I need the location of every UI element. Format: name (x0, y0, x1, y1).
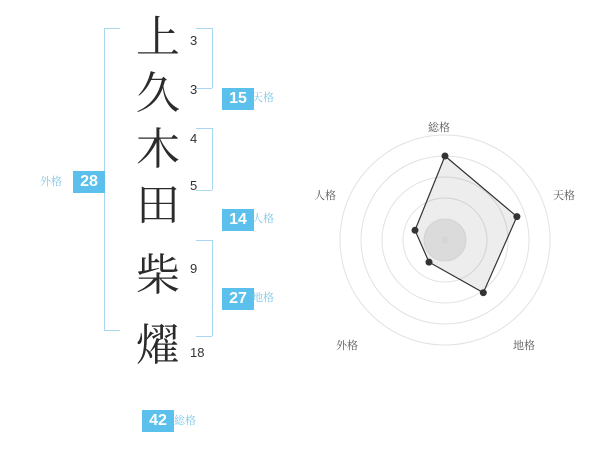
stroke-count: 3 (190, 33, 198, 48)
bracket-chikaku-vertical (212, 240, 213, 336)
bracket-outer-bottom (104, 330, 120, 331)
kanji-char: 久 (136, 68, 180, 119)
kanji-char: 木 (136, 124, 180, 175)
bracket-chikaku-top (196, 240, 212, 241)
radar-axis-label-jinkaku: 人格 (314, 189, 336, 202)
radar-chart-panel (310, 0, 600, 470)
stroke-count: 3 (190, 82, 198, 97)
stroke-count: 18 (190, 345, 205, 360)
radar-axis-label-tenkaku: 天格 (553, 189, 575, 202)
radar-axis-label-chikaku: 地格 (513, 339, 535, 352)
bracket-outer-top (104, 28, 120, 29)
radar-axis-label-gaikaku: 外格 (336, 339, 358, 352)
badge-gaikaku-value: 28 (73, 171, 105, 193)
badge-gaikaku-label: 外格 (40, 175, 62, 188)
bracket-tenkaku-top (196, 28, 212, 29)
bracket-tenkaku-bottom (196, 88, 212, 89)
badge-tenkaku-value: 15 (222, 88, 254, 110)
badge-jinkaku-value: 14 (222, 209, 254, 231)
bracket-jinkaku-vertical (212, 128, 213, 190)
kanji-char: 柴 (136, 250, 180, 301)
radar-series-polygon (415, 156, 517, 293)
badge-jinkaku-label: 人格 (252, 212, 274, 225)
radar-chart (310, 0, 600, 470)
radar-data-point (480, 289, 487, 296)
radar-center-dot (441, 236, 449, 244)
bracket-jinkaku-top (196, 128, 212, 129)
badge-chikaku-value: 27 (222, 288, 254, 310)
bracket-chikaku-bottom (196, 336, 212, 337)
badge-soukaku-label: 総格 (174, 414, 196, 427)
kanji-char: 田 (136, 180, 180, 231)
kanji-char: 上 (136, 12, 180, 63)
badge-soukaku-value: 42 (142, 410, 174, 432)
badge-chikaku-label: 地格 (252, 291, 274, 304)
radar-data-point (442, 153, 449, 160)
kanji-char: 燿 (136, 320, 180, 371)
stroke-count: 5 (190, 178, 198, 193)
kanji-column (128, 10, 188, 374)
radar-data-point (412, 227, 419, 234)
stroke-count: 4 (190, 131, 198, 146)
stroke-count: 9 (190, 261, 198, 276)
badge-tenkaku-label: 天格 (252, 91, 274, 104)
radar-data-point (426, 259, 433, 266)
bracket-tenkaku-vertical (212, 28, 213, 88)
bracket-jinkaku-bottom (196, 190, 212, 191)
radar-axis-label-soukaku: 総格 (428, 121, 450, 134)
radar-data-point (513, 213, 520, 220)
